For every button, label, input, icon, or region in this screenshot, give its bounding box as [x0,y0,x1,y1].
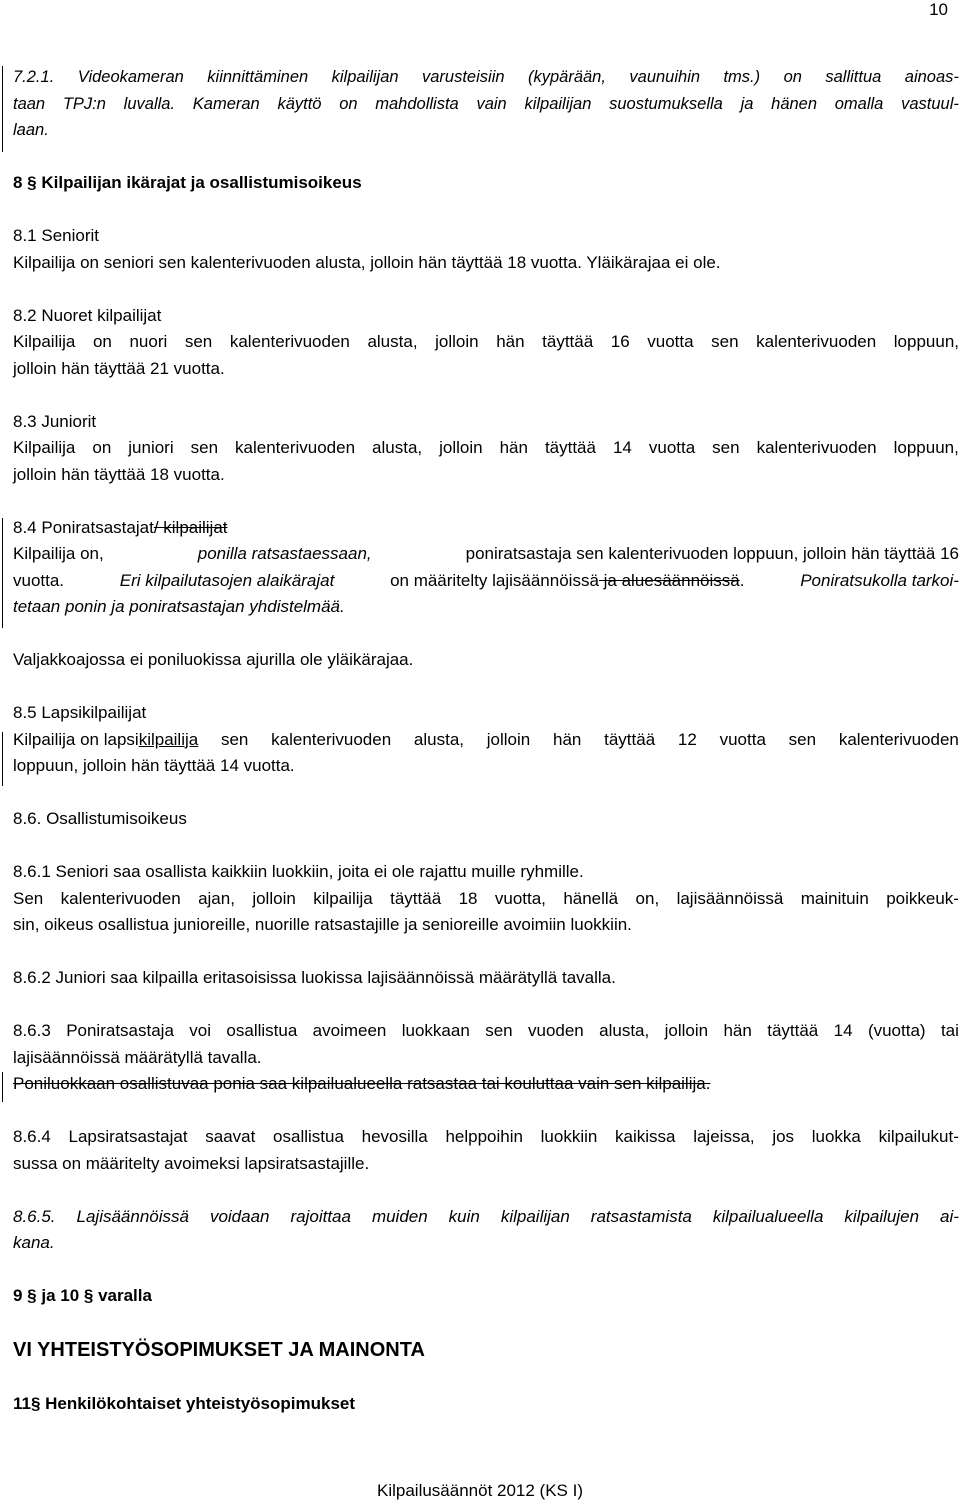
word: jolloin [439,438,483,457]
word: kilpailualueella [712,1206,824,1226]
text-run: poniratsastaja sen kalenterivuoden loppuun, jolloin hän täyttää 16 [465,544,959,563]
chapter-vi-heading: VI YHTEISTYÖSOPIMUKSET JA MAINONTA [13,1339,425,1361]
word: avoimeen [312,1021,387,1040]
word: sallittua [825,68,882,86]
section-9-10-heading: 9 § ja 10 § varalla [13,1286,152,1305]
word: vuotta [719,729,766,749]
section-8-2-text: jolloin hän täyttää 21 vuotta. [13,358,225,378]
word: sen [184,332,213,351]
word: jolloin [435,332,479,351]
word: alusta, [599,1021,650,1040]
word: juniori [128,438,174,457]
italic-text: Poniratsukolla tarkoi- [800,570,959,590]
word: taan [13,94,46,113]
section-8-1-text: Kilpailija on seniori sen kalenterivuoden alusta, jolloin hän täyttää 18 vuotta. Yläikärajaa ei ole. [13,252,721,272]
section-11-heading: 11§ Henkilökohtaiset yhteistyösopimukset [13,1393,356,1413]
section-8-6-5-text: kana. [13,1233,55,1252]
word: nuori [129,332,168,351]
section-8-4-text [13,568,959,595]
deleted-text: Poniluokkaan osallistuvaa ponia saa kilpailualueella ratsastaa tai kouluttaa vain sen kilpailija. [13,1074,711,1093]
section-8-4-title [13,515,959,542]
word: kiinnittäminen [207,68,309,86]
word: Kameran [192,94,260,113]
word: täyttää [390,888,442,908]
word: ja [740,94,754,113]
word: vuoden [527,1021,584,1040]
word: täyttää [544,438,596,457]
word: kilpailijan [331,68,399,86]
word: omalla [834,94,884,113]
video-paragraph-line [13,64,959,91]
inserted-text: kilpailija [138,729,199,749]
deleted-text: ja aluesäännöissä [598,570,740,590]
word: 16 [610,332,630,351]
word: Lajisäännöissä [76,1206,189,1226]
section-8-6-1-text: sin, oikeus osallistua junioreille, nuorille ratsastajille ja senioreille avoimiin luokkiin. [13,915,632,934]
word: luokkaan [401,1021,470,1040]
word: Kilpailija [13,332,76,351]
word: 18 [458,888,478,908]
word: kilpailujen [844,1206,920,1226]
word: luokka [811,1127,861,1146]
word: lajisäännöissä [676,888,784,908]
word: on [92,438,112,457]
revision-bar [2,732,3,786]
section-8-6-3-text [13,1018,959,1045]
section-8-6-4-text: sussa on määritelty avoimeksi lapsiratsastajille. [13,1153,370,1173]
word: sen [711,332,739,351]
section-8-6-5-text [13,1204,959,1231]
word: 12 [677,729,697,749]
section-8-5-text [13,727,959,754]
word: rajoittaa [290,1206,351,1226]
word: jos [772,1127,795,1146]
section-8-2-title: 8.2 Nuoret kilpailijat [13,305,162,325]
word: jolloin [664,1021,709,1040]
word: Lapsiratsastajat [68,1127,188,1146]
word: kalenterivuoden [756,438,877,457]
word: täyttää [767,1021,819,1040]
word: sen [712,438,740,457]
word: 8.6.3 [13,1021,51,1040]
word: loppuun, [893,332,959,351]
page-number: 10 [929,0,948,19]
word: on [339,94,358,113]
section-8-6-2-text: 8.6.2 Juniori saa kilpailla eritasoisissa luokissa lajisäännöissä määrätyllä tavalla. [13,968,616,987]
word: varusteisiin [422,68,505,86]
section-8-6-title: 8.6. Osallistumisoikeus [13,809,187,828]
word: muiden [371,1206,428,1226]
word: kilpailijan [524,94,592,113]
word: alusta, [367,332,418,351]
revision-bar [2,518,3,628]
section-8-heading: 8 § Kilpailijan ikärajat ja osallistumisoikeus [13,173,362,192]
word: kuin [448,1206,480,1226]
text-run: . [739,570,745,590]
word: on [783,68,802,86]
word: kalenterivuoden [756,332,877,351]
word: hän [553,729,582,749]
word: tms.) [723,68,761,86]
word: vaunuihin [629,68,701,86]
document-body [13,64,959,1417]
word: 8.6.4 [13,1127,51,1146]
word: 8.6.5. [13,1206,56,1226]
section-8-5-text: loppuun, jolloin hän täyttää 14 vuotta. [13,756,295,775]
word: täyttää [604,729,656,749]
word: kaikissa [615,1127,676,1146]
word: kalenterivuoden [235,438,356,457]
section-8-3-title: 8.3 Juniorit [13,411,97,431]
word: kilpailija [313,888,373,908]
word: voidaan [209,1206,270,1226]
word: poikkeuk- [886,888,959,908]
word: saavat [205,1127,256,1146]
section-8-4-text [13,541,959,568]
word: kilpailijan [500,1206,570,1226]
word: ai- [940,1206,959,1226]
word: osallistua [273,1127,344,1146]
word: hän [496,332,525,351]
word: kalenterivuoden [838,729,959,749]
section-8-3-text [13,435,959,462]
word: osallistua [226,1021,298,1040]
video-paragraph-line: laan. [13,121,49,139]
word: hänellä [563,888,619,908]
word: Sen [13,888,44,908]
word: Videokameran [77,68,184,86]
word: hevosilla [361,1127,428,1146]
text-run: Kilpailija on, [13,544,104,563]
text-run-group [13,727,198,754]
revision-bar [2,1072,3,1102]
word: ajan, [198,888,235,908]
word: Kilpailija [13,438,76,457]
word: ainoas- [904,68,959,86]
word: Poniratsastaja [66,1021,174,1040]
word: suostumuksella [609,94,723,113]
word: vuotta [647,332,694,351]
italic-text: ponilla ratsastaessaan, [197,544,372,563]
word: TPJ:n [62,94,106,113]
word: käyttö [277,94,322,113]
word: kalenterivuoden [229,332,350,351]
word: mainituin [800,888,869,908]
section-8-4-text: tetaan ponin ja poniratsastajan yhdistelmää. [13,597,345,616]
word: luokkiin [540,1127,598,1146]
word: sen [485,1021,513,1040]
section-8-6-1-text [13,886,959,913]
word: on, [635,888,660,908]
page-footer: Kilpailusäännöt 2012 (KS I) [376,1481,584,1500]
section-8-3-text: jolloin hän täyttää 18 vuotta. [13,464,225,484]
text-run: vuotta. [13,570,65,590]
word: kilpailukut- [878,1127,959,1146]
word: 7.2.1. [13,68,55,86]
word: alusta, [372,438,423,457]
word: jolloin [252,888,296,908]
word: hänen [771,94,818,113]
text-run: Kilpailija on lapsi [13,729,139,749]
italic-text: Eri kilpailutasojen alaikärajat [119,570,335,590]
word: 14 [612,438,632,457]
word: vain [476,94,507,113]
word: sen [190,438,219,457]
word: täyttää [542,332,594,351]
section-8-4-title-text: 8.4 Poniratsastajat [13,517,154,537]
text-run: on määritelty lajisäännöissä [390,570,599,590]
deleted-text: / kilpailijat [153,517,228,537]
section-8-1-title: 8.1 Seniorit [13,226,99,245]
section-8-6-4-text [13,1124,959,1151]
revision-bar [2,66,3,152]
word: helppoihin [445,1127,523,1146]
word: ratsastamista [590,1206,692,1226]
word: jolloin [486,729,531,749]
word: vuotta [648,438,696,457]
word: 14 [833,1021,853,1040]
word: tai [940,1021,959,1040]
section-8-2-text [13,329,959,356]
word: vuotta, [494,888,546,908]
word: hän [499,438,528,457]
section-8-4-note: Valjakkoajossa ei poniluokissa ajurilla ole yläikärajaa. [13,650,414,669]
word: kalenterivuoden [60,888,181,908]
word: alusta, [413,729,465,749]
section-8-6-1-title: 8.6.1 Seniori saa osallista kaikkiin luokkiin, joita ei ole rajattu muille ryhmille. [13,862,584,881]
word: voi [189,1021,212,1040]
word: sen [788,729,817,749]
word: lajeissa, [693,1127,755,1146]
section-8-5-title: 8.5 Lapsikilpailijat [13,703,147,722]
text-run-group [390,568,744,595]
word: loppuun, [893,438,959,457]
word: (vuotta) [867,1021,926,1040]
word: vastuul- [901,94,959,113]
video-paragraph-line [13,91,959,118]
word: mahdollista [375,94,459,113]
word: hän [723,1021,752,1040]
section-8-6-3-text: lajisäännöissä määrätyllä tavalla. [13,1047,262,1067]
word: (kypärään, [527,68,606,86]
word: luvalla. [123,94,176,113]
word: kalenterivuoden [271,729,392,749]
word: on [92,332,112,351]
word: sen [220,729,249,749]
